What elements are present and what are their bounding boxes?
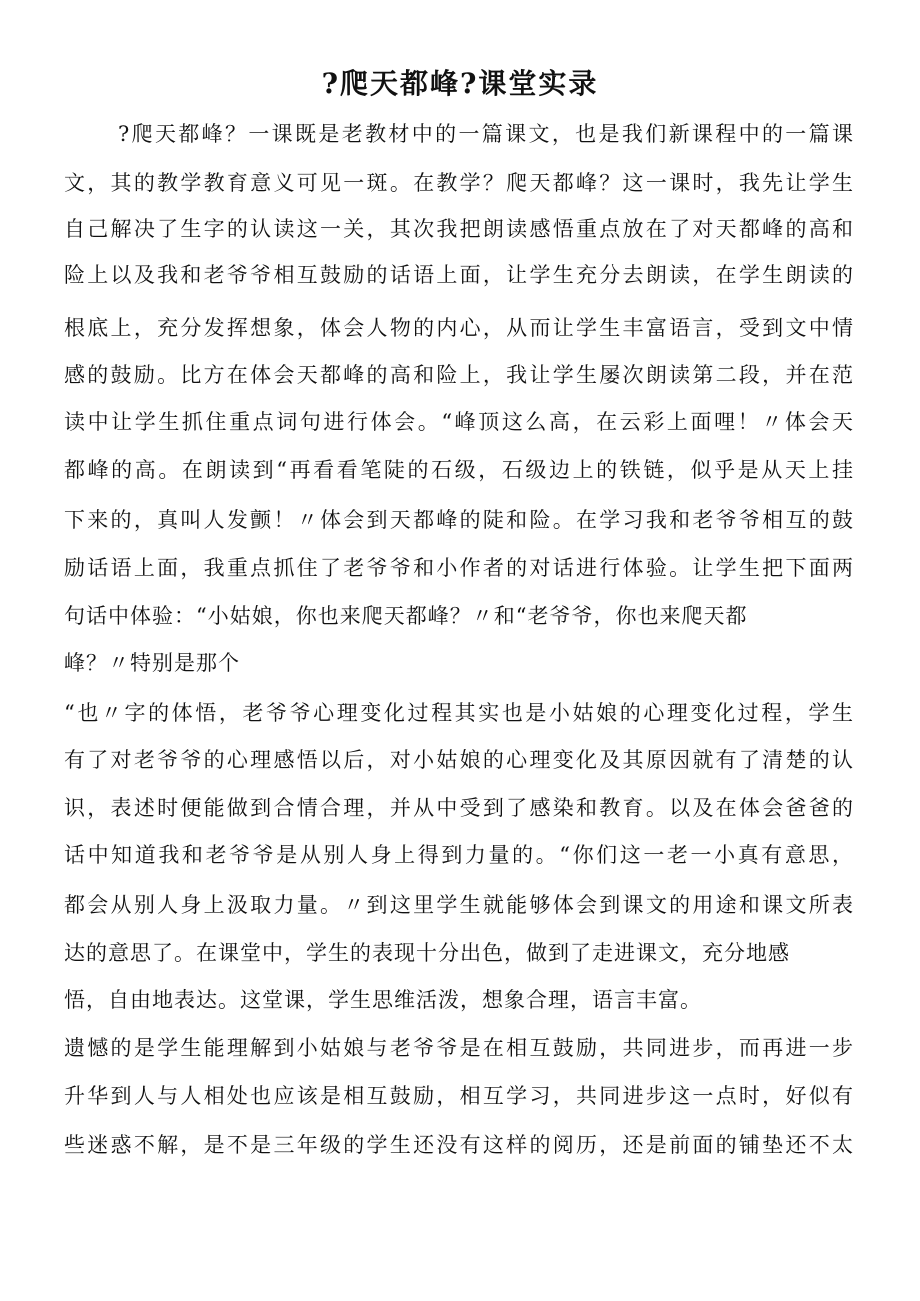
paragraph-line: 有了对老爷爷的心理感悟以后，对小姑娘的心理变化及其原因就有了清楚的认 (64, 748, 854, 772)
paragraph-line: 文，其的教学教育意义可见一斑。在教学？爬天都峰？这一课时，我先让学生 (64, 171, 854, 195)
paragraph-line: 话中知道我和老爷爷是从别人身上得到力量的。“你们这一老一小真有意思， (64, 843, 854, 867)
paragraph-line: 些迷惑不解，是不是三年级的学生还没有这样的阅历，还是前面的铺垫还不太 (64, 1133, 854, 1157)
paragraph-line: 句话中体验：“小姑娘，你也来爬天都峰？〃和“老爷爷，你也来爬天都 (64, 604, 748, 628)
paragraph-line: 都会从别人身上汲取力量。〃到这里学生就能够体会到课文的用途和课文所表 (64, 893, 854, 917)
paragraph-line: 自己解决了生字的认读这一关，其次我把朗读感悟重点放在了对天都峰的高和 (64, 217, 854, 241)
paragraph-line: 升华到人与人相处也应该是相互鼓励，相互学习，共同进步这一点时，好似有 (64, 1084, 854, 1108)
paragraph-line: 悟，自由地表达。这堂课，学生思维活泼，想象合理，语言丰富。 (64, 988, 702, 1012)
paragraph-line: 读中让学生抓住重点词句进行体会。“峰顶这么高，在云彩上面哩！〃体会天 (64, 410, 854, 434)
paragraph-line: 感的鼓励。比方在体会天都峰的高和险上，我让学生屡次朗读第二段，并在范 (64, 363, 854, 387)
paragraph-line: “也〃字的体悟，老爷爷心理变化过程其实也是小姑娘的心理变化过程，学生 (64, 701, 854, 725)
paragraph-line: 达的意思了。在课堂中，学生的表现十分出色，做到了走进课文，充分地感 (64, 941, 790, 965)
paragraph-line: 险上以及我和老爷爷相互鼓励的话语上面，让学生充分去朗读，在学生朗读的 (64, 263, 854, 287)
paragraph-line: 识，表述时便能做到合情合理，并从中受到了感染和教育。以及在体会爸爸的 (64, 796, 854, 820)
paragraph-line: 励话语上面，我重点抓住了老爷爷和小作者的对话进行体验。让学生把下面两 (64, 556, 854, 580)
paragraph-line: 根底上，充分发挥想象，体会人物的内心，从而让学生丰富语言，受到文中情 (64, 316, 854, 340)
paragraph-line: 遗憾的是学生能理解到小姑娘与老爷爷是在相互鼓励，共同进步，而再进一步 (64, 1036, 854, 1060)
paragraph-line: 峰？〃特别是那个 (64, 651, 240, 675)
paragraph-line: 下来的，真叫人发颤！〃体会到天都峰的陡和险。在学习我和老爷爷相互的鼓 (64, 508, 854, 532)
page-title: ?爬天都峰?课堂实录 (321, 67, 599, 100)
paragraph-line: ?爬天都峰？一课既是老教材中的一篇课文，也是我们新课程中的一篇课 (118, 122, 854, 146)
paragraph-line: 都峰的高。在朗读到“再看看笔陡的石级，石级边上的铁链，似乎是从天上挂 (64, 458, 854, 482)
